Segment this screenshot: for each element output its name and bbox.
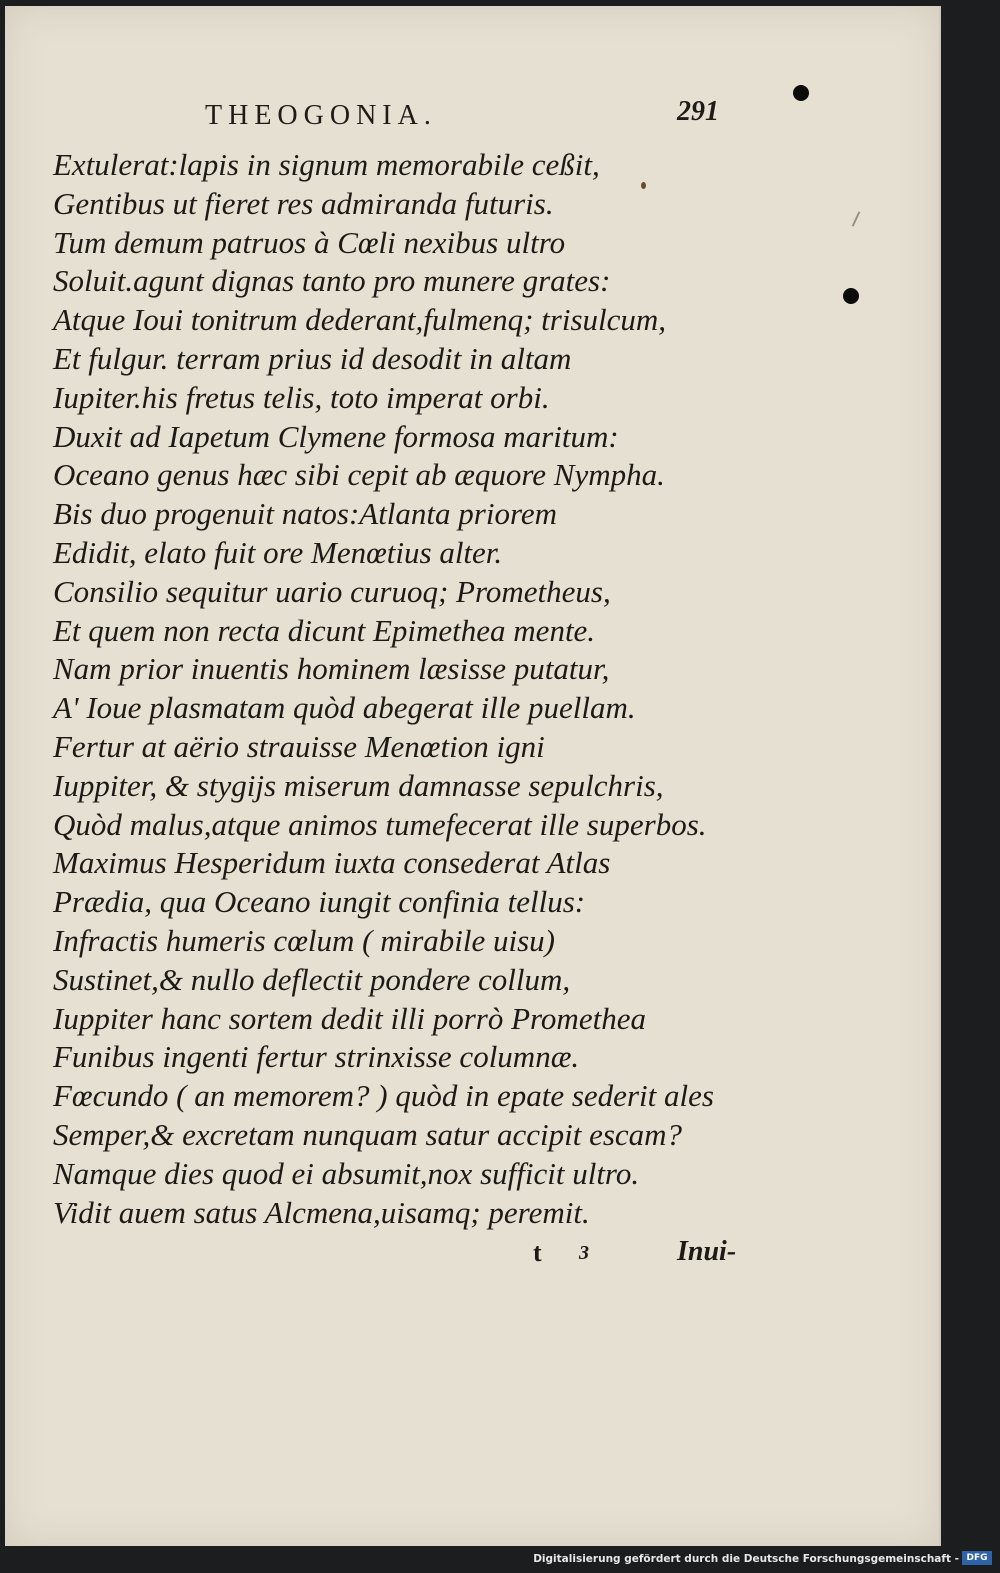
- ink-dot: [793, 85, 809, 101]
- verse-line: Duxit ad Iapetum Clymene formosa maritum:: [53, 418, 619, 454]
- digitization-credit: Digitalisierung gefördert durch die Deutsche Forschungsgemeinschaft -: [533, 1553, 959, 1565]
- book-page: [5, 6, 941, 1546]
- verse-line: Funibus ingenti fertur strinxisse columnæ.: [53, 1039, 580, 1075]
- verse-line: Prædia, qua Oceano iungit confinia tellus:: [53, 884, 586, 920]
- verse-line: Semper,& excretam nunquam satur accipit escam?: [53, 1116, 683, 1152]
- paper-scratch: [852, 211, 861, 226]
- verse-line: Iupiter.his fretus telis, toto imperat orbi.: [53, 379, 550, 415]
- verse-line: Quòd malus,atque animos tumefecerat ille superbos.: [53, 806, 707, 842]
- verse-line: Consilio sequitur uario curuoq; Prometheus,: [53, 573, 611, 609]
- catchword: Inui-: [677, 1236, 737, 1267]
- verse-line: Et fulgur. terram prius id desodit in altam: [53, 340, 572, 376]
- verse-line: Edidit, elato fuit ore Menœtius alter.: [53, 534, 503, 570]
- dfg-logo: DFG: [962, 1551, 992, 1565]
- verse-line: A' Ioue plasmatam quòd abegerat ille puellam.: [53, 690, 636, 726]
- page-number: 291: [677, 96, 719, 127]
- ink-dot: [843, 288, 859, 304]
- signature-number: 3: [579, 1242, 589, 1264]
- verse-line: Iuppiter, & stygijs miserum damnasse sepulchris,: [53, 767, 664, 803]
- verse-line: Sustinet,& nullo deflectit pondere collum,: [53, 961, 571, 997]
- paper-speck: [641, 182, 646, 189]
- verse-line: Infractis humeris cœlum ( mirabile uisu): [53, 922, 555, 958]
- verse-block: [53, 146, 753, 1232]
- verse-line: Gentibus ut fieret res admiranda futuris.: [53, 185, 554, 221]
- verse-line: Maximus Hesperidum iuxta consederat Atlas: [53, 845, 611, 881]
- signature-mark: t: [533, 1238, 542, 1267]
- verse-line: Atque Ioui tonitrum dederant,fulmenq; trisulcum,: [53, 302, 667, 338]
- running-title: THEOGONIA.: [205, 100, 437, 131]
- verse-line: Bis duo progenuit natos:Atlanta priorem: [53, 496, 558, 532]
- verse-line: Fertur at aërio strauisse Menœtion igni: [53, 728, 545, 764]
- verse-line: Fœcundo ( an memorem? ) quòd in epate sederit ales: [53, 1078, 714, 1114]
- verse-line: Vidit auem satus Alcmena,uisamq; peremit.: [53, 1194, 590, 1230]
- verse-line: Et quem non recta dicunt Epimethea mente.: [53, 612, 596, 648]
- verse-line: Tum demum patruos à Cœli nexibus ultro: [53, 224, 566, 260]
- verse-line: Nam prior inuentis hominem læsisse putatur,: [53, 651, 610, 687]
- verse-line: Extulerat:lapis in signum memorabile ceßit,: [53, 147, 600, 182]
- verse-line: Iuppiter hanc sortem dedit illi porrò Promethea: [53, 1000, 646, 1036]
- verse-line: Soluit.agunt dignas tanto pro munere grates:: [53, 263, 611, 299]
- verse-line: Namque dies quod ei absumit,nox sufficit ultro.: [53, 1155, 640, 1191]
- verse-line: Oceano genus hæc sibi cepit ab æquore Nympha.: [53, 457, 665, 493]
